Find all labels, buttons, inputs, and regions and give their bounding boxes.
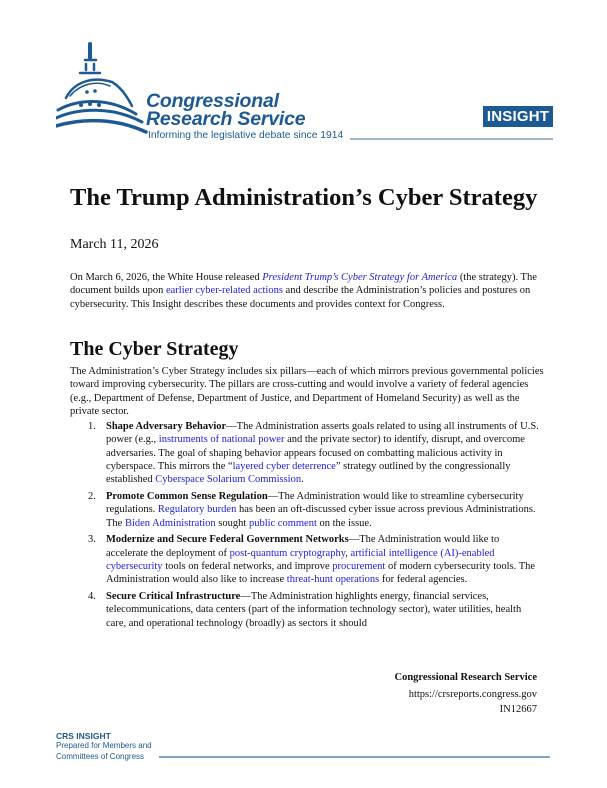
pillar-text: sought [215, 517, 249, 529]
header-divider [350, 138, 553, 140]
pillar-text: . [301, 474, 304, 486]
pillar-title: Secure Critical Infrastructure [106, 591, 241, 603]
list-number: 4. [88, 591, 96, 603]
procurement-link[interactable]: procurement [332, 560, 386, 572]
pillar-text: —The Administration would like to streamline cybersecurity regulations. [106, 490, 524, 516]
biden-administration-link[interactable]: Biden Administration [124, 517, 216, 529]
earlier-actions-link[interactable]: earlier cyber-related actions [165, 285, 283, 297]
pillar-title: Modernize and Secure Federal Government Networks [106, 534, 349, 546]
pillar-title: Promote Common Sense Regulation [106, 490, 268, 502]
pillar-text: has been an oft-discussed cyber issue across previous Administrations. The [106, 504, 536, 529]
list-item [70, 420, 540, 486]
pillar-text: —The Administration would like to accelerate the deployment of [106, 534, 500, 559]
pillar-title: Shape Adversary Behavior [106, 421, 227, 432]
strategy-link[interactable]: President Trump’s Cyber Strategy for America [262, 272, 458, 283]
threat-hunt-link[interactable]: threat-hunt operations [286, 574, 380, 586]
list-item [70, 533, 540, 586]
regulatory-burden-link[interactable]: Regulatory burden [157, 504, 237, 516]
insight-badge: INSIGHT [483, 106, 553, 127]
list-number: 2. [88, 490, 96, 502]
footer-prepared-line1: Prepared for Members and [56, 741, 152, 750]
instruments-link[interactable]: instruments of national power [158, 434, 285, 446]
solarium-commission-link[interactable]: Cyberspace Solarium Commission [155, 474, 302, 486]
pillar-text: —The Administration asserts goals related to using all instruments of U.S. power (e.g., [106, 421, 539, 446]
logo-tagline: Informing the legislative debate since 1914 [148, 130, 344, 141]
footer-label: CRS INSIGHT [56, 731, 111, 741]
logo-org-line2: Research Service [146, 108, 306, 130]
public-comment-link[interactable]: public comment [248, 517, 317, 529]
report-id: IN12667 [499, 704, 537, 715]
intro-text: On March 6, 2026, the White House released [70, 272, 263, 283]
ai-cybersecurity-link[interactable]: artificial intelligence (AI)-enabled cybersecurity [106, 547, 495, 572]
pillar-text: for federal agencies. [379, 574, 468, 586]
capitol-dome-logo-icon [56, 40, 148, 138]
pillar-text: ” strategy outlined by the congressionally established [106, 460, 511, 486]
intro-paragraph [70, 271, 550, 311]
layered-deterrence-link[interactable]: layered cyber deterrence [232, 460, 336, 472]
section-heading: The Cyber Strategy [70, 338, 239, 360]
publication-date: March 11, 2026 [70, 237, 159, 252]
footer-prepared-line2: Committees of Congress [56, 752, 145, 761]
pillar-text: of modern cybersecurity tools. The Administration would also like to increase [106, 560, 536, 586]
list-number: 3. [88, 534, 96, 546]
pillar-text: and the private sector) to identify, disrupt, and overcome adversaries. The goal of shaping behavior appears focused on combatting malicious activity in cyberspace. This mirrors the “ [106, 434, 525, 472]
logo-org-line1: Congressional [146, 90, 279, 112]
pillars-list [70, 420, 540, 633]
intro-text: (the strategy). The document builds upon [70, 272, 537, 297]
pillar-text: , [345, 547, 351, 559]
footer-org: Congressional Research Service [394, 672, 537, 683]
pillar-text: tools on federal networks, and improve [162, 560, 333, 572]
section-paragraph: The Administration’s Cyber Strategy includes six pillars—each of which mirrors previous governmental policies toward improving cybersecurity. The pillars are cross-cutting and would involve a variety of federal agencies (e.g., Department of Defense, Department of Justice, and Department of Homeland Security) as well as the private sector. [70, 366, 544, 417]
intro-text: and describe the Administration’s policies and postures on cybersecurity. This Insight describes these documents and provides context for Congress. [70, 285, 531, 310]
footer-divider [159, 756, 550, 758]
list-number: 1. [88, 421, 96, 432]
pillar-text: —The Administration highlights energy, financial services, telecommunications, data centers (part of the information technology sector), water utilities, health care, and operational technology (broadly) as sectors it should [106, 591, 522, 629]
list-item [70, 490, 540, 530]
list-item [70, 590, 540, 630]
page-title: The Trump Administration’s Cyber Strategy [70, 184, 538, 211]
footer-url[interactable]: https://crsreports.congress.gov [408, 689, 537, 700]
pqc-link[interactable]: post-quantum cryptography [229, 547, 346, 559]
pillar-text: on the issue. [316, 517, 372, 529]
